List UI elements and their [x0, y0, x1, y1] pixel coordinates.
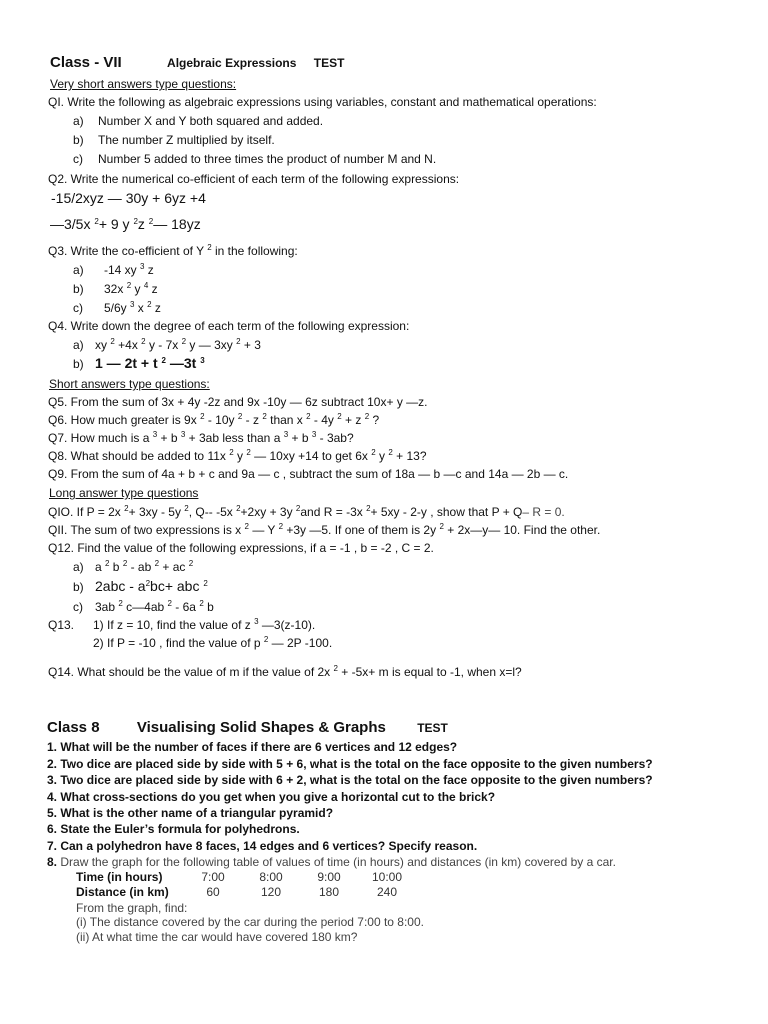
question-4: Q4. Write down the degree of each term of the following expression:: [48, 319, 410, 333]
exponent: 2: [148, 217, 154, 226]
question-3: [48, 243, 298, 259]
q-part: + -5x+ m is equal to -1, when x=l?: [337, 665, 522, 679]
question-1: QI. Write the following as algebraic expressions using variables, constant and mathematical operations:: [48, 95, 597, 109]
class8-subject: Visualising Solid Shapes & Graphs: [136, 719, 386, 736]
q-part: + 3xy - 5y: [128, 505, 185, 519]
question-2: Q2. Write the numerical co-efficient of each term of the following expressions:: [48, 172, 460, 186]
q-part: — 10xy +14 to get 6x: [250, 449, 372, 463]
question-1b: [73, 132, 275, 148]
expr-part: 3ab: [95, 600, 119, 614]
row-header: Distance (in km): [76, 885, 169, 899]
option-mark: b): [73, 357, 84, 371]
exponent: 2: [246, 448, 251, 457]
question-10: [48, 504, 565, 520]
expr-part: bc+ abc: [150, 578, 204, 594]
option-text: [104, 262, 154, 278]
question-1a: [73, 113, 324, 129]
question-3b: [73, 281, 158, 297]
exponent: 2: [181, 337, 187, 346]
class8-question-2: 2. Two dice are placed side by side with 5 + 6, what is the total on the face opposite to the given numbers?: [47, 757, 653, 771]
class7-subject: Algebraic Expressions: [167, 56, 297, 70]
exponent: 2: [184, 504, 189, 513]
question-12c: [73, 599, 214, 615]
option-text: [95, 355, 205, 371]
expr-part: y — 3xy: [186, 338, 237, 352]
expr-part: 1 — 2t + t: [95, 355, 162, 371]
question-13-part-1: [93, 617, 315, 633]
table-cell: 7:00: [201, 870, 225, 884]
question-13-part-2: [93, 635, 332, 651]
expr-part: c—4ab: [122, 600, 168, 614]
expr-part: z: [148, 282, 158, 296]
q-part: and R = -3x: [300, 505, 367, 519]
expr-part: y - 7x: [145, 338, 182, 352]
question-8: [48, 448, 427, 464]
expr-part: z: [137, 216, 149, 232]
expr-part: -14 xy: [104, 263, 141, 277]
table-cell: 60: [206, 885, 220, 899]
expr-part: b: [109, 560, 123, 574]
class8-question-7: 7. Can a polyhedron have 8 faces, 14 edges and 6 vertices? Specify reason.: [47, 839, 478, 853]
q-part: in the following:: [211, 244, 298, 258]
exponent: 2: [364, 412, 370, 421]
exponent: 2: [147, 300, 152, 309]
question-2-expression-2: [50, 216, 201, 232]
table-row: [76, 870, 416, 885]
exponent: 2: [200, 412, 205, 421]
option-text: [95, 599, 214, 615]
question-4b: [73, 355, 205, 372]
expr-part: + ac: [159, 560, 189, 574]
class8-question-8: [47, 854, 616, 870]
class8-question-3: 3. Two dice are placed side by side with 6 + 2, what is the total on the face opposite to the given numbers?: [47, 773, 653, 787]
expr-part: 2abc - a: [95, 578, 146, 594]
option-text: Number 5 added to three times the product of number M and N.: [98, 152, 437, 166]
exponent: 2: [263, 635, 269, 644]
exponent: 2: [262, 412, 267, 421]
exponent: 3: [200, 356, 205, 365]
option-mark: b): [73, 282, 84, 296]
exponent: 2: [145, 579, 151, 588]
exponent: 2: [118, 599, 123, 608]
option-text: Number X and Y both squared and added.: [98, 114, 324, 128]
option-text: The number Z multiplied by itself.: [98, 133, 275, 147]
option-text: [95, 559, 193, 575]
exponent: 3: [152, 430, 158, 439]
expr-part: —3t: [165, 355, 201, 371]
row-header: Time (in hours): [76, 870, 163, 884]
option-mark: b): [73, 580, 84, 594]
question-14: [48, 664, 522, 680]
class8-heading: Class 8: [47, 719, 100, 736]
option-text: [95, 578, 208, 594]
option-mark: c): [73, 301, 83, 315]
option-mark: a): [73, 114, 84, 128]
q-part: Q14. What should be the value of m if the value of 2x: [48, 665, 334, 679]
expr-part: z: [144, 263, 154, 277]
option-mark: c): [73, 152, 83, 166]
find-item-1: (i) The distance covered by the car during the period 7:00 to 8:00.: [76, 915, 424, 929]
exponent: 2: [141, 337, 146, 346]
expr-part: - ab: [127, 560, 155, 574]
section-very-short: Very short answers type questions:: [50, 77, 237, 91]
q-part: Q7. How much is a: [48, 431, 153, 445]
q-part: + 5xy - 2-y , show that P + Q: [370, 505, 523, 519]
expr-part: — 18yz: [153, 216, 201, 232]
class8-header: [47, 720, 448, 736]
class8-question-4: 4. What cross-sections do you get when you give a horizontal cut to the brick?: [47, 790, 496, 804]
q-part: ?: [369, 413, 380, 427]
expr-part: a: [95, 560, 106, 574]
q-part: - 4y: [310, 413, 338, 427]
q-part: QII. The sum of two expressions is x: [48, 523, 245, 537]
exponent: 2: [188, 559, 194, 568]
q-part: - 3ab?: [316, 431, 354, 445]
class8-question-5: 5. What is the other name of a triangular pyramid?: [47, 806, 334, 820]
exponent: 2: [237, 412, 243, 421]
exponent: 2: [366, 504, 371, 513]
q-part: + 13?: [392, 449, 427, 463]
q-part: + z: [341, 413, 365, 427]
find-label: From the graph, find:: [76, 901, 188, 915]
table-cell: 120: [260, 885, 282, 899]
expr-part: b: [203, 600, 214, 614]
exponent: 2: [126, 281, 132, 290]
option-mark: a): [73, 338, 84, 352]
option-text: [104, 281, 158, 297]
q-part: +3y —5. If one of them is 2y: [283, 523, 440, 537]
exponent: 3: [311, 430, 317, 439]
option-mark: a): [73, 560, 84, 574]
question-13-label: Q13.: [48, 618, 75, 632]
q-part: – R = 0.: [522, 505, 565, 519]
q-part: Q6. How much greater is 9x: [48, 413, 201, 427]
exponent: 2: [94, 217, 99, 226]
question-3a: [73, 262, 154, 278]
expr-part: xy: [95, 338, 111, 352]
q-part: - z: [242, 413, 263, 427]
exponent: 2: [439, 522, 444, 531]
expr-part: 32x: [104, 282, 127, 296]
question-12: Q12. Find the value of the following expressions, if a = -1 , b = -2 , C = 2.: [48, 541, 434, 555]
exponent: 2: [295, 504, 301, 513]
class8-question-6: 6. State the Euler’s formula for polyhedrons.: [47, 822, 300, 836]
exponent: 2: [154, 559, 160, 568]
q-part: — 2P -100.: [268, 636, 333, 650]
exponent: 2: [371, 448, 376, 457]
option-text: [95, 337, 261, 353]
time-distance-table: [76, 870, 416, 900]
q-part: + 3ab less than a: [185, 431, 284, 445]
exponent: 2: [236, 504, 241, 513]
q-part: —3(z-10).: [258, 618, 316, 632]
q-part: 1) If z = 10, find the value of z: [93, 618, 255, 632]
section-long: Long answer type questions: [49, 486, 199, 500]
question-11: [48, 522, 600, 538]
table-cell: 9:00: [317, 870, 341, 884]
class8-question-1: 1. What will be the number of faces if there are 6 vertices and 12 edges?: [47, 740, 458, 754]
exponent: 3: [180, 430, 186, 439]
q-part: + b: [157, 431, 181, 445]
exponent: 2: [167, 599, 172, 608]
exponent: 2: [105, 559, 110, 568]
q-part: — Y: [248, 523, 279, 537]
table-cell: 10:00: [371, 870, 403, 884]
exponent: 3: [130, 300, 135, 309]
option-mark: b): [73, 133, 84, 147]
expr-part: z: [151, 301, 161, 315]
exponent: 4: [143, 281, 149, 290]
q-part: + b: [288, 431, 312, 445]
question-7: [48, 430, 354, 446]
question-9: Q9. From the sum of 4a + b + c and 9a — c , subtract the sum of 18a — b —c and 14a — 2b — c.: [48, 467, 569, 481]
table-row: [76, 885, 416, 900]
exponent: 2: [388, 448, 393, 457]
expr-part: - 6a: [171, 600, 200, 614]
option-mark: a): [73, 263, 84, 277]
exponent: 3: [283, 430, 289, 439]
question-2-expression-1: -15/2xyz — 30y + 6yz +4: [51, 190, 206, 206]
question-6: [48, 412, 379, 428]
exponent: 3: [140, 262, 145, 271]
class8-test-label: TEST: [417, 721, 448, 735]
exponent: 2: [133, 217, 138, 226]
class7-test-label: TEST: [313, 56, 345, 70]
table-cell: 240: [376, 885, 398, 899]
question-number: 8.: [47, 855, 58, 869]
question-3c: [73, 300, 161, 316]
exponent: 2: [244, 522, 249, 531]
q-part: QIO. If P = 2x: [48, 505, 125, 519]
q-part: than x: [266, 413, 307, 427]
exponent: 2: [124, 504, 129, 513]
expr-part: + 9 y: [98, 216, 134, 232]
exponent: 2: [229, 448, 234, 457]
expr-part: 5/6y: [104, 301, 131, 315]
find-item-2: (ii) At what time the car would have covered 180 km?: [76, 930, 358, 944]
exponent: 2: [110, 337, 115, 346]
section-short: Short answers type questions:: [49, 377, 210, 391]
question-text: Draw the graph for the following table of values of time (in hours) and distances (in km) covered by a car.: [60, 855, 616, 869]
q-part: y: [375, 449, 389, 463]
table-cell: 180: [318, 885, 340, 899]
q-part: Q8. What should be added to 11x: [48, 449, 230, 463]
q-part: + 2x—y— 10. Find the other.: [443, 523, 601, 537]
question-5: Q5. From the sum of 3x + 4y -2z and 9x -10y — 6z subtract 10x+ y —z.: [48, 395, 428, 409]
expr-part: y: [131, 282, 144, 296]
exponent: 2: [122, 559, 128, 568]
class7-header: [50, 55, 344, 71]
exponent: 2: [207, 243, 212, 252]
exponent: 2: [278, 522, 284, 531]
exponent: 2: [337, 412, 342, 421]
exponent: 2: [236, 337, 241, 346]
exponent: 2: [161, 356, 166, 365]
option-mark: c): [73, 600, 83, 614]
q-part: Q3. Write the co-efficient of Y: [48, 244, 208, 258]
question-12a: [73, 559, 194, 575]
expr-part: —3/5x: [50, 216, 95, 232]
question-4a: [73, 337, 261, 353]
question-1c: [73, 151, 437, 167]
expr-part: x: [134, 301, 148, 315]
q-part: - 10y: [204, 413, 238, 427]
class7-heading: Class - VII: [50, 54, 122, 71]
exponent: 3: [254, 617, 259, 626]
expr-part: +4x: [114, 338, 142, 352]
q-part: 2) If P = -10 , find the value of p: [93, 636, 264, 650]
expr-part: + 3: [240, 338, 261, 352]
exponent: 2: [306, 412, 311, 421]
exponent: 2: [333, 664, 338, 673]
q-part: +2xy + 3y: [240, 505, 296, 519]
exponent: 2: [203, 579, 208, 588]
table-cell: 8:00: [259, 870, 283, 884]
q-part: , Q-- -5x: [188, 505, 237, 519]
exponent: 2: [199, 599, 204, 608]
option-text: [104, 300, 161, 316]
q-part: y: [233, 449, 247, 463]
question-12b: [73, 578, 208, 595]
